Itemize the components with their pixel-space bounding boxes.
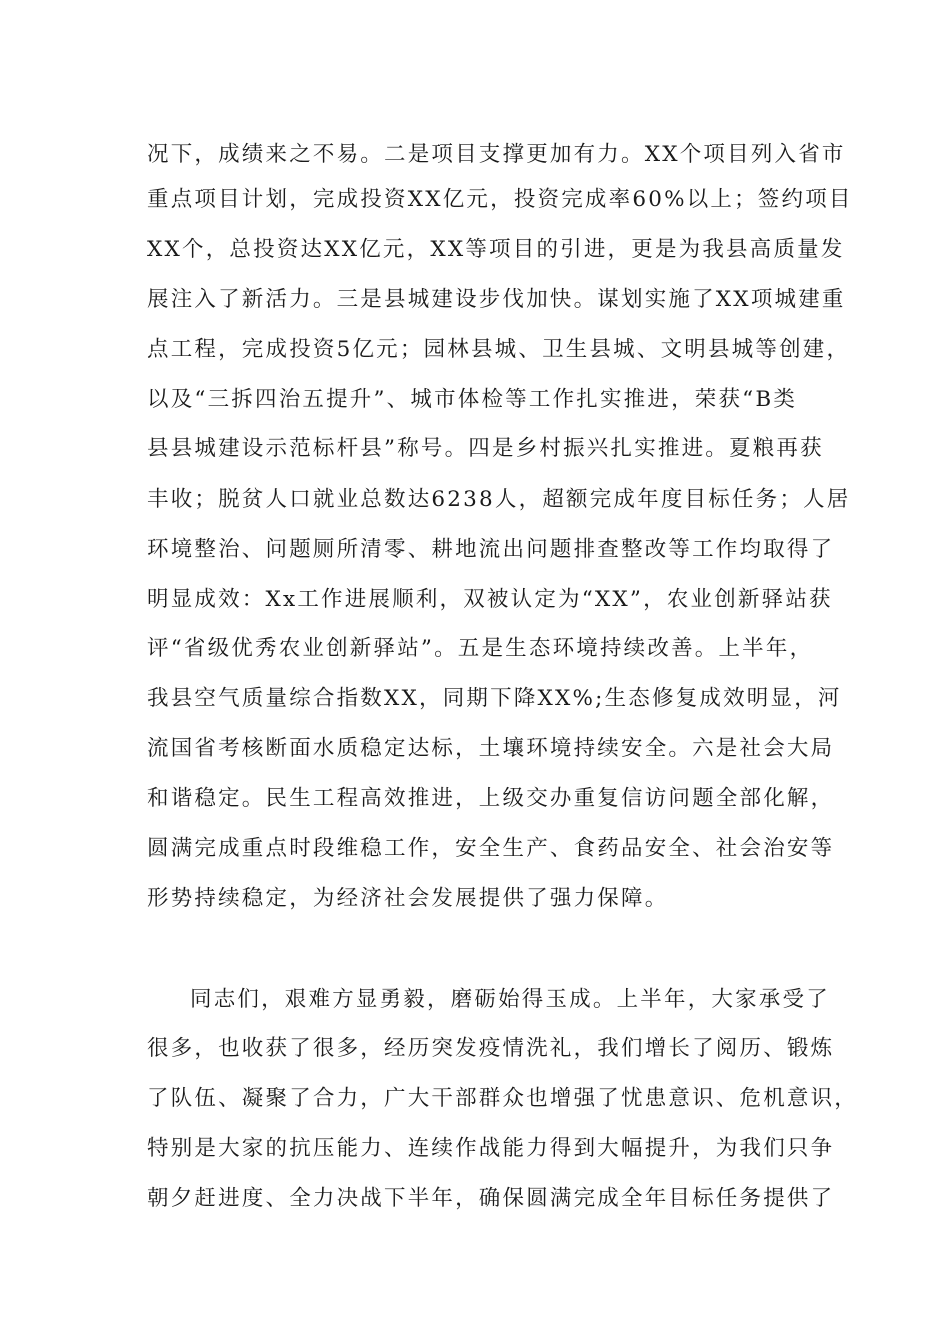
text-line: 朝夕赶进度、全力决战下半年，确保圆满完成全年目标任务提供了: [147, 1186, 835, 1211]
text-line: 形势持续稳定，为经济社会发展提供了强力保障。: [147, 886, 669, 911]
text-line: 特别是大家的抗压能力、连续作战能力得到大幅提升，为我们只争: [147, 1136, 835, 1161]
text-line: 明显成效：Xx工作进展顺利，双被认定为“XX”，农业创新驿站获: [147, 587, 833, 612]
text-line: 评“省级优秀农业创新驿站”。五是生态环境持续改善。上半年，: [147, 636, 814, 661]
text-line: 了队伍、凝聚了合力，广大干部群众也增强了忧患意识、危机意识，: [147, 1086, 859, 1111]
text-line: 圆满完成重点时段维稳工作，安全生产、食药品安全、社会治安等: [147, 836, 835, 861]
text-line: 况下，成绩来之不易。二是项目支撑更加有力。XX个项目列入省市: [147, 142, 846, 167]
text-line: 丰收；脱贫人口就业总数达6238人，超额完成年度目标任务；人居: [147, 487, 851, 512]
text-line: 同志们，艰难方显勇毅，磨砺始得玉成。上半年，大家承受了: [190, 987, 830, 1012]
text-line: 重点项目计划，完成投资XX亿元，投资完成率60%以上；签约项目: [147, 187, 853, 212]
text-line: 和谐稳定。民生工程高效推进，上级交办重复信访问题全部化解，: [147, 786, 835, 811]
text-line: 县县城建设示范标杆县”称号。四是乡村振兴扎实推进。夏粮再获: [147, 436, 824, 461]
text-line: XX个，总投资达XX亿元，XX等项目的引进，更是为我县高质量发: [147, 237, 845, 262]
text-line: 环境整治、问题厕所清零、耕地流出问题排查整改等工作均取得了: [147, 537, 835, 562]
text-line: 很多，也收获了很多，经历突发疫情洗礼，我们增长了阅历、锻炼: [147, 1036, 835, 1061]
text-line: 流国省考核断面水质稳定达标，土壤环境持续安全。六是社会大局: [147, 736, 835, 761]
text-line: 点工程，完成投资5亿元；园林县城、卫生县城、文明县城等创建，: [147, 337, 851, 362]
text-line: 以及“三拆四治五提升”、城市体检等工作扎实推进，荣获“B类: [147, 387, 798, 412]
text-line: 我县空气质量综合指数XX，同期下降XX%;生态修复成效明显，河: [147, 686, 842, 711]
text-line: 展注入了新活力。三是县城建设步伐加快。谋划实施了XX项城建重: [147, 287, 846, 312]
